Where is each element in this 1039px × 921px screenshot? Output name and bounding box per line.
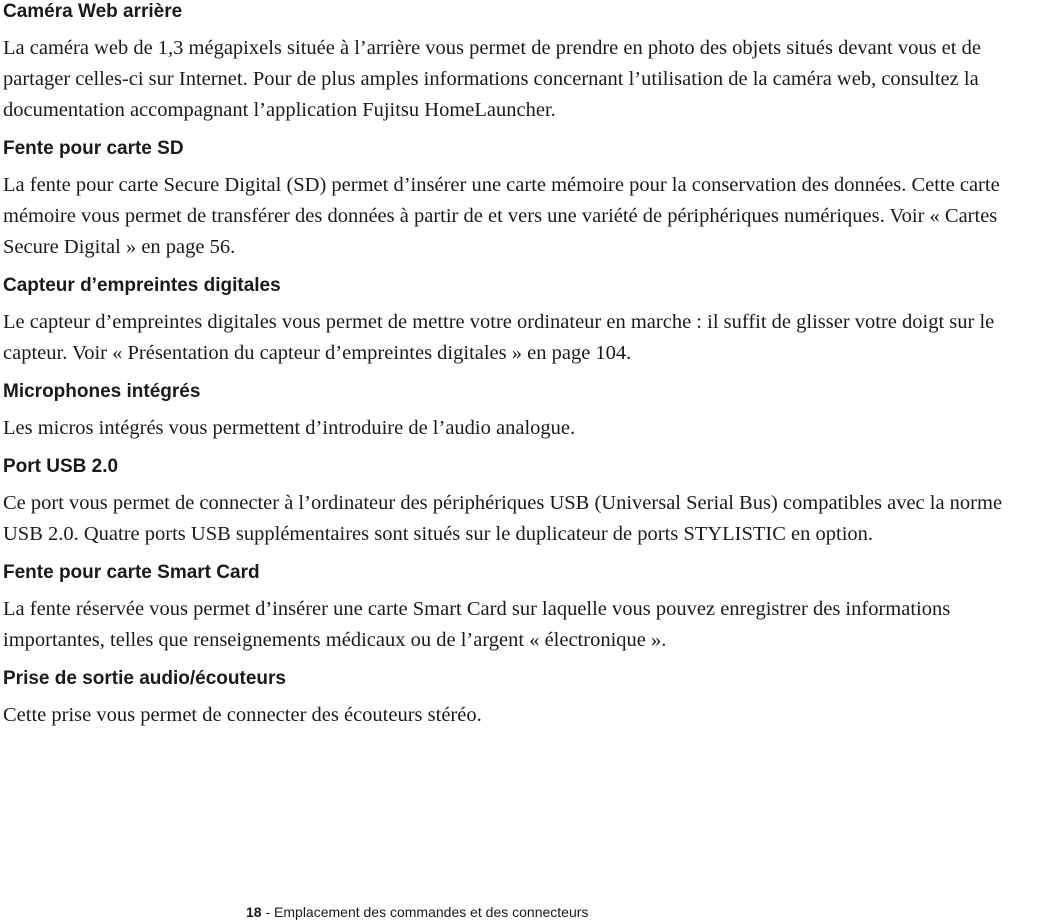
section-heading: Microphones intégrés (3, 381, 201, 402)
section-body: Cette prise vous permet de connecter des écouteurs stéréo. (3, 704, 482, 726)
section-rear-webcam (3, 0, 1039, 126)
section-body: Les micros intégrés vous permettent d’introduire de l’audio analogue. (3, 417, 576, 439)
section-fingerprint-sensor (3, 274, 1039, 369)
section-body: Ce port vous permet de connecter à l’ordinateur des périphériques USB (Universal Serial Bus) compatibles avec la norme USB 2.0. Quatre ports USB supplémentaires sont situés sur le duplicateur de ports STYLISTIC en option. (3, 492, 1003, 545)
section-heading: Caméra Web arrière (3, 1, 183, 22)
section-headphone-jack (3, 667, 1039, 731)
section-usb-port (3, 455, 1039, 550)
section-body: La caméra web de 1,3 mégapixels située à l’arrière vous permet de prendre en photo des objets situés devant vous et de partager celles-ci sur Internet. Pour de plus amples informations concernant l’utilisation de la caméra web, consultez la documentation accompagnant l’application Fujitsu HomeLauncher. (3, 37, 981, 121)
section-heading: Prise de sortie audio/écouteurs (3, 668, 286, 689)
footer-separator: - (261, 904, 275, 920)
footer-chapter-title: Emplacement des commandes et des connecteurs (274, 904, 589, 920)
section-heading: Fente pour carte Smart Card (3, 562, 260, 583)
section-heading: Capteur d’empreintes digitales (3, 275, 281, 296)
section-body: La fente pour carte Secure Digital (SD) permet d’insérer une carte mémoire pour la conservation des données. Cette carte mémoire vous permet de transférer des données à partir de et vers une variété de périphériques numériques. Voir « Cartes Secure Digital » en page 56. (3, 174, 1000, 258)
page-footer (246, 904, 588, 921)
page-number: 18 (246, 904, 262, 920)
section-body: Le capteur d’empreintes digitales vous permet de mettre votre ordinateur en marche : il suffit de glisser votre doigt sur le capteur. Voir « Présentation du capteur d’empreintes digitales » en page 104. (3, 311, 995, 364)
section-heading: Port USB 2.0 (3, 456, 119, 477)
section-smart-card-slot (3, 561, 1039, 656)
section-body: La fente réservée vous permet d’insérer une carte Smart Card sur laquelle vous pouvez enregistrer des informations importantes, telles que renseignements médicaux ou de l’argent « électronique ». (3, 598, 951, 651)
section-sd-card-slot (3, 137, 1039, 263)
section-built-in-microphones (3, 380, 1039, 444)
document-content (3, 0, 1039, 731)
section-heading: Fente pour carte SD (3, 138, 184, 159)
